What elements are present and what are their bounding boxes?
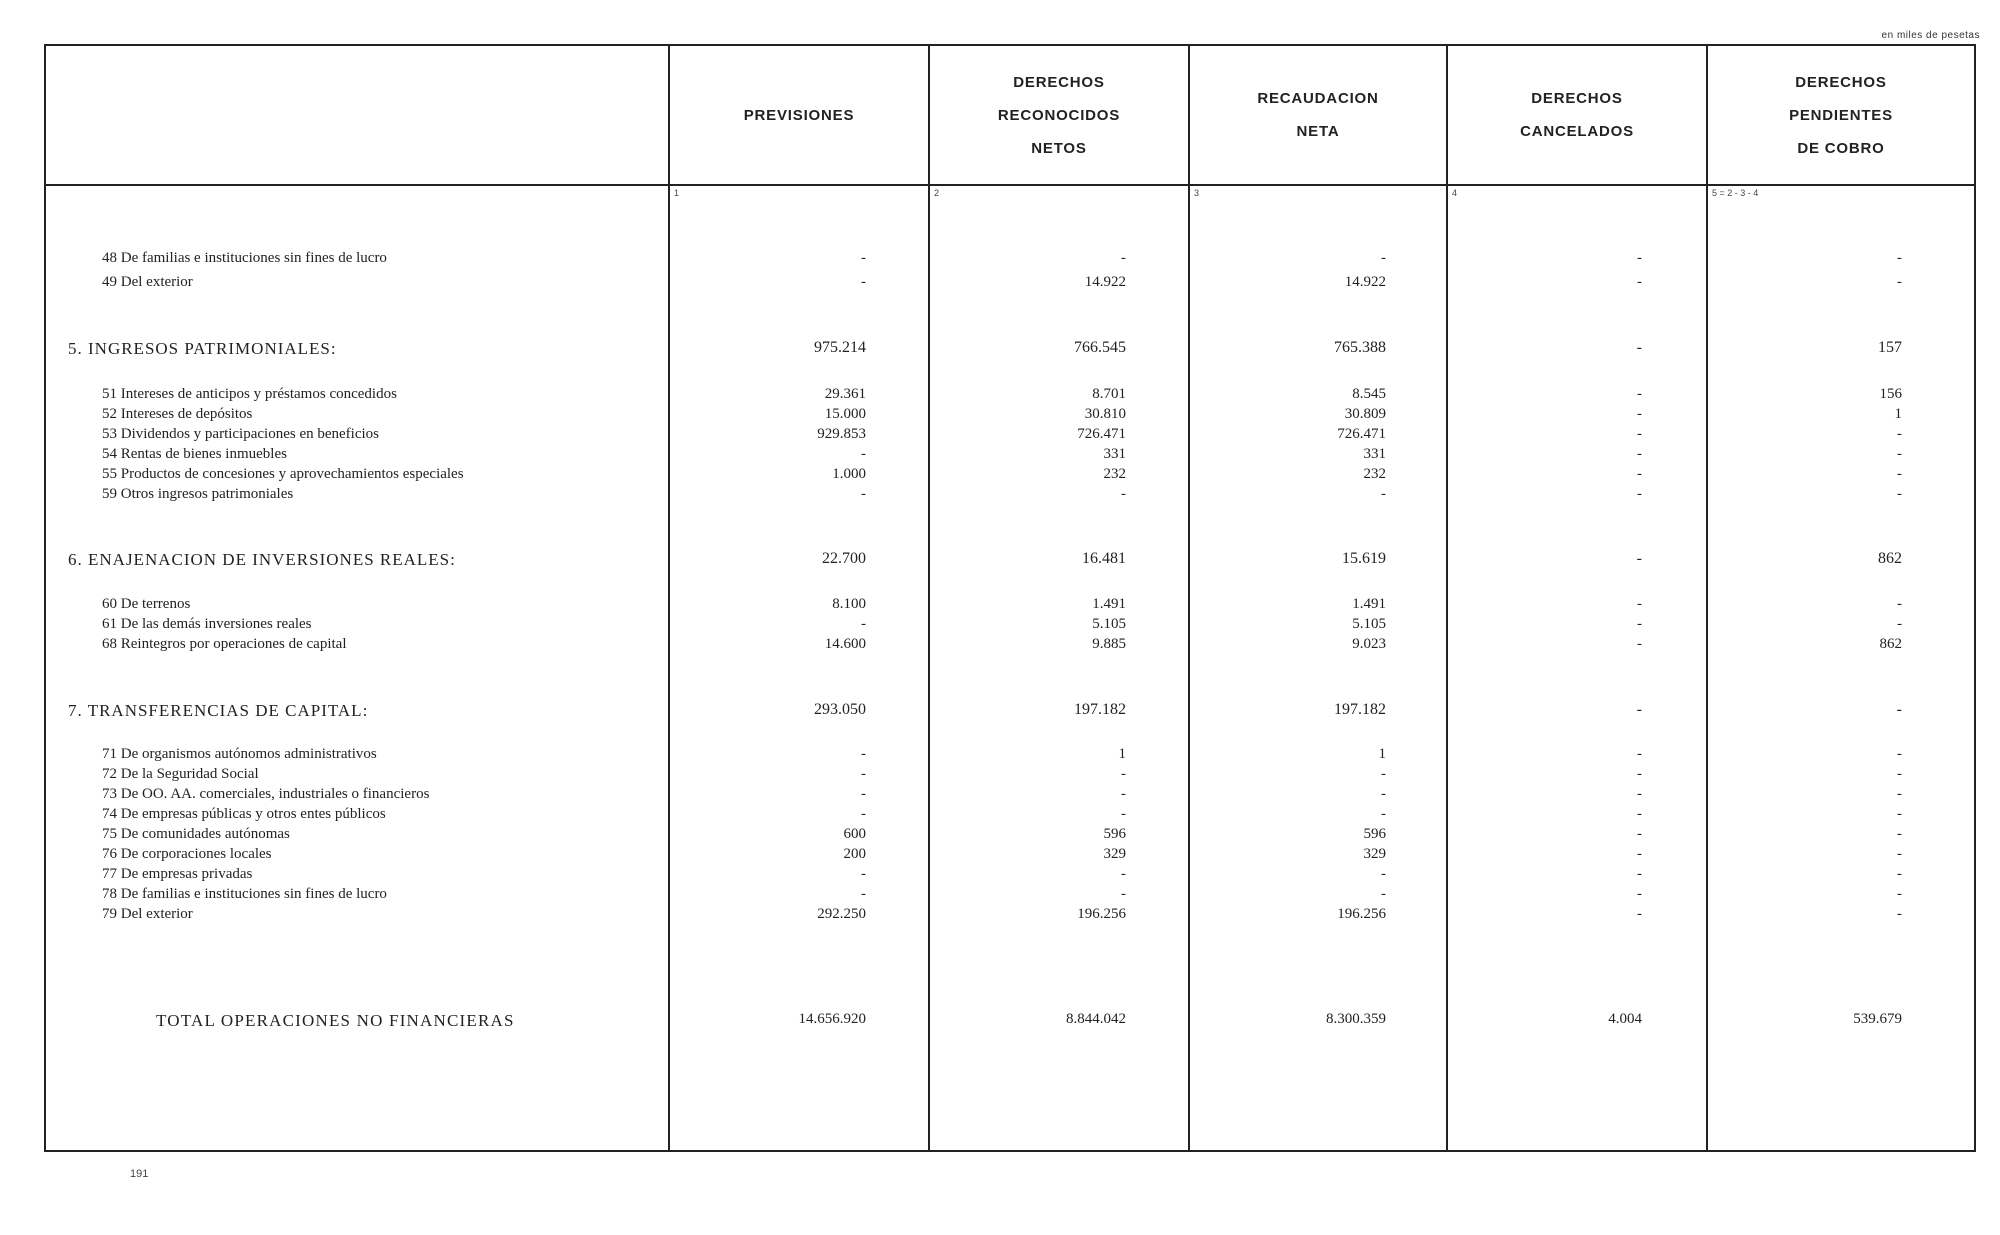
row-value: -	[1897, 446, 1902, 462]
row-value: -	[861, 766, 866, 782]
row-value: 15.619	[1342, 550, 1386, 567]
row-value: 8.545	[1352, 386, 1386, 402]
row-value: -	[861, 806, 866, 822]
row-value: -	[1381, 766, 1386, 782]
row-value: -	[1637, 886, 1642, 902]
header-line: NETOS	[1031, 139, 1087, 157]
row-value: -	[1637, 906, 1642, 922]
row-value: -	[1897, 596, 1902, 612]
column-number: 5 = 2 - 3 - 4	[1712, 188, 1759, 198]
row-label: 53 Dividendos y participaciones en beneficios	[102, 426, 380, 442]
row-value: -	[1897, 466, 1902, 482]
row-value: -	[1637, 274, 1642, 290]
row-label: 60 De terrenos	[102, 596, 191, 612]
row-value: -	[1897, 274, 1902, 290]
row-value: 156	[1879, 386, 1902, 402]
row-value: -	[1897, 866, 1902, 882]
row-value: -	[1637, 446, 1642, 462]
table-row	[46, 386, 1974, 408]
table-row	[46, 616, 1974, 638]
row-value: -	[1636, 339, 1642, 356]
header-line: PREVISIONES	[743, 106, 855, 124]
row-label: 72 De la Seguridad Social	[102, 766, 259, 782]
row-value: -	[1637, 616, 1642, 632]
row-value: -	[861, 446, 866, 462]
header-recaudacion	[1190, 46, 1446, 184]
row-value: -	[1637, 746, 1642, 762]
row-value: 200	[843, 846, 866, 862]
section-row	[46, 339, 1974, 361]
row-label: 74 De empresas públicas y otros entes públicos	[102, 806, 386, 822]
row-value: 232	[1363, 466, 1386, 482]
row-value: -	[1637, 486, 1642, 502]
row-value: -	[1897, 616, 1902, 632]
row-value: -	[861, 274, 866, 290]
section-row	[46, 550, 1974, 572]
row-value: 331	[1103, 446, 1126, 462]
table-row	[46, 486, 1974, 508]
row-value: 157	[1878, 339, 1902, 356]
row-value: 929.853	[817, 426, 866, 442]
row-value: -	[1637, 786, 1642, 802]
budget-table	[44, 44, 1976, 1152]
row-value: -	[1637, 826, 1642, 842]
row-value: 8.300.359	[1326, 1011, 1386, 1027]
table-row	[46, 786, 1974, 808]
row-value: 196.256	[1337, 906, 1386, 922]
row-value: 726.471	[1077, 426, 1126, 442]
row-value: -	[1637, 250, 1642, 266]
row-value: 30.809	[1344, 406, 1386, 422]
table-row	[46, 826, 1974, 848]
row-value: -	[861, 866, 866, 882]
table-row	[46, 806, 1974, 828]
total-row	[46, 1011, 1974, 1033]
row-value: 862	[1879, 636, 1902, 652]
row-value: -	[1636, 550, 1642, 567]
row-label: 79 Del exterior	[102, 906, 193, 922]
units-note: en miles de pesetas	[1881, 30, 1980, 41]
header-line: DE COBRO	[1797, 139, 1885, 157]
row-label: 73 De OO. AA. comerciales, industriales o financieros	[102, 786, 430, 802]
row-value: -	[1637, 766, 1642, 782]
table-row	[46, 446, 1974, 468]
row-value: 329	[1363, 846, 1386, 862]
row-value: -	[1381, 786, 1386, 802]
row-value: 1	[1894, 406, 1902, 422]
header-pendientes	[1708, 46, 1974, 184]
row-value: 8.844.042	[1066, 1011, 1126, 1027]
row-value: -	[1637, 636, 1642, 652]
row-value: -	[1637, 806, 1642, 822]
row-value: 9.885	[1092, 636, 1126, 652]
row-value: -	[1121, 786, 1126, 802]
row-value: 8.701	[1092, 386, 1126, 402]
row-label: 48 De familias e instituciones sin fines de lucro	[102, 250, 387, 266]
row-value: 596	[1363, 826, 1386, 842]
row-value: 22.700	[822, 550, 866, 567]
row-value: 4.004	[1608, 1011, 1642, 1027]
header-derechos-reconocidos	[930, 46, 1188, 184]
row-value: -	[1897, 766, 1902, 782]
table-header	[46, 46, 1974, 186]
row-value: -	[1897, 886, 1902, 902]
row-value: 197.182	[1334, 701, 1386, 718]
row-value: -	[1121, 766, 1126, 782]
row-value: -	[1637, 406, 1642, 422]
row-value: -	[1121, 250, 1126, 266]
row-label: 7. TRANSFERENCIAS DE CAPITAL:	[68, 701, 369, 720]
row-value: 14.656.920	[798, 1011, 866, 1027]
row-value: -	[1897, 786, 1902, 802]
row-value: 765.388	[1334, 339, 1386, 356]
header-line: DERECHOS	[1795, 73, 1887, 91]
row-value: 15.000	[824, 406, 866, 422]
row-value: 5.105	[1092, 616, 1126, 632]
row-label: 68 Reintegros por operaciones de capital	[102, 636, 347, 652]
row-value: -	[1637, 466, 1642, 482]
header-line: DERECHOS	[1013, 73, 1105, 91]
row-label: TOTAL OPERACIONES NO FINANCIERAS	[156, 1011, 515, 1030]
row-value: 5.105	[1352, 616, 1386, 632]
row-value: 726.471	[1337, 426, 1386, 442]
row-value: -	[1897, 250, 1902, 266]
row-value: 539.679	[1853, 1011, 1902, 1027]
row-value: 196.256	[1077, 906, 1126, 922]
row-value: 14.600	[824, 636, 866, 652]
row-value: 975.214	[814, 339, 866, 356]
table-row	[46, 906, 1974, 928]
row-value: -	[1636, 701, 1642, 718]
row-value: -	[1637, 386, 1642, 402]
row-value: -	[1381, 806, 1386, 822]
column-number: 2	[934, 188, 940, 198]
header-cancelados	[1448, 46, 1706, 184]
column-number: 4	[1452, 188, 1458, 198]
row-value: 14.922	[1084, 274, 1126, 290]
row-value: -	[1381, 250, 1386, 266]
row-value: 600	[843, 826, 866, 842]
row-value: 30.810	[1084, 406, 1126, 422]
row-label: 49 Del exterior	[102, 274, 193, 290]
row-value: 1.491	[1352, 596, 1386, 612]
table-row	[46, 274, 1974, 296]
table-row	[46, 406, 1974, 428]
table-row	[46, 596, 1974, 618]
row-value: 14.922	[1344, 274, 1386, 290]
row-label: 55 Productos de concesiones y aprovechamientos especiales	[102, 466, 464, 482]
row-value: 596	[1103, 826, 1126, 842]
row-value: -	[1897, 826, 1902, 842]
row-value: -	[1381, 886, 1386, 902]
row-label: 75 De comunidades autónomas	[102, 826, 290, 842]
row-label: 52 Intereses de depósitos	[102, 406, 253, 422]
header-line: NETA	[1296, 123, 1340, 140]
header-line: RECAUDACION	[1257, 90, 1379, 107]
row-label: 76 De corporaciones locales	[102, 846, 272, 862]
header-previsiones	[670, 46, 928, 184]
row-label: 78 De familias e instituciones sin fines de lucro	[102, 886, 387, 902]
table-row	[46, 466, 1974, 488]
row-value: 329	[1103, 846, 1126, 862]
section-row	[46, 701, 1974, 723]
row-value: 197.182	[1074, 701, 1126, 718]
row-value: -	[1121, 886, 1126, 902]
table-row	[46, 746, 1974, 768]
header-line: DERECHOS	[1531, 90, 1623, 107]
column-number: 3	[1194, 188, 1200, 198]
row-value: -	[1897, 906, 1902, 922]
row-value: -	[1381, 866, 1386, 882]
row-value: -	[1897, 806, 1902, 822]
table-row	[46, 426, 1974, 448]
row-value: -	[861, 886, 866, 902]
row-value: 331	[1363, 446, 1386, 462]
row-label: 59 Otros ingresos patrimoniales	[102, 486, 294, 502]
row-label: 6. ENAJENACION DE INVERSIONES REALES:	[68, 550, 456, 569]
row-value: -	[1897, 426, 1902, 442]
row-value: -	[1897, 846, 1902, 862]
row-value: -	[1121, 486, 1126, 502]
page-number: 191	[130, 1168, 149, 1180]
row-value: 232	[1103, 466, 1126, 482]
row-value: -	[1637, 846, 1642, 862]
row-value: 1	[1118, 746, 1126, 762]
table-row	[46, 636, 1974, 658]
row-value: 862	[1878, 550, 1902, 567]
row-value: 292.250	[817, 906, 866, 922]
header-line: CANCELADOS	[1520, 123, 1634, 140]
row-value: 766.545	[1074, 339, 1126, 356]
row-value: 1	[1378, 746, 1386, 762]
row-value: -	[1637, 866, 1642, 882]
row-label: 71 De organismos autónomos administrativos	[102, 746, 377, 762]
row-label: 54 Rentas de bienes inmuebles	[102, 446, 287, 462]
row-value: 29.361	[824, 386, 866, 402]
table-row	[46, 846, 1974, 868]
row-value: -	[1897, 746, 1902, 762]
row-value: 16.481	[1082, 550, 1126, 567]
row-value: -	[1381, 486, 1386, 502]
row-value: -	[1897, 486, 1902, 502]
row-value: 1.491	[1092, 596, 1126, 612]
header-line: RECONOCIDOS	[997, 106, 1121, 124]
row-value: 8.100	[832, 596, 866, 612]
row-value: -	[1121, 866, 1126, 882]
row-value: -	[861, 486, 866, 502]
row-value: 293.050	[814, 701, 866, 718]
table-row	[46, 886, 1974, 908]
row-label: 61 De las demás inversiones reales	[102, 616, 312, 632]
row-value: 9.023	[1352, 636, 1386, 652]
row-value: -	[861, 616, 866, 632]
row-value: -	[861, 786, 866, 802]
row-label: 51 Intereses de anticipos y préstamos concedidos	[102, 386, 397, 402]
table-row	[46, 866, 1974, 888]
row-label: 77 De empresas privadas	[102, 866, 253, 882]
column-number: 1	[674, 188, 680, 198]
row-value: -	[1637, 596, 1642, 612]
table-row	[46, 250, 1974, 272]
row-value: -	[1896, 701, 1902, 718]
row-value: -	[1121, 806, 1126, 822]
header-line: PENDIENTES	[1789, 106, 1893, 124]
row-value: -	[861, 746, 866, 762]
row-label: 5. INGRESOS PATRIMONIALES:	[68, 339, 337, 358]
row-value: -	[1637, 426, 1642, 442]
table-row	[46, 766, 1974, 788]
row-value: -	[861, 250, 866, 266]
row-value: 1.000	[832, 466, 866, 482]
